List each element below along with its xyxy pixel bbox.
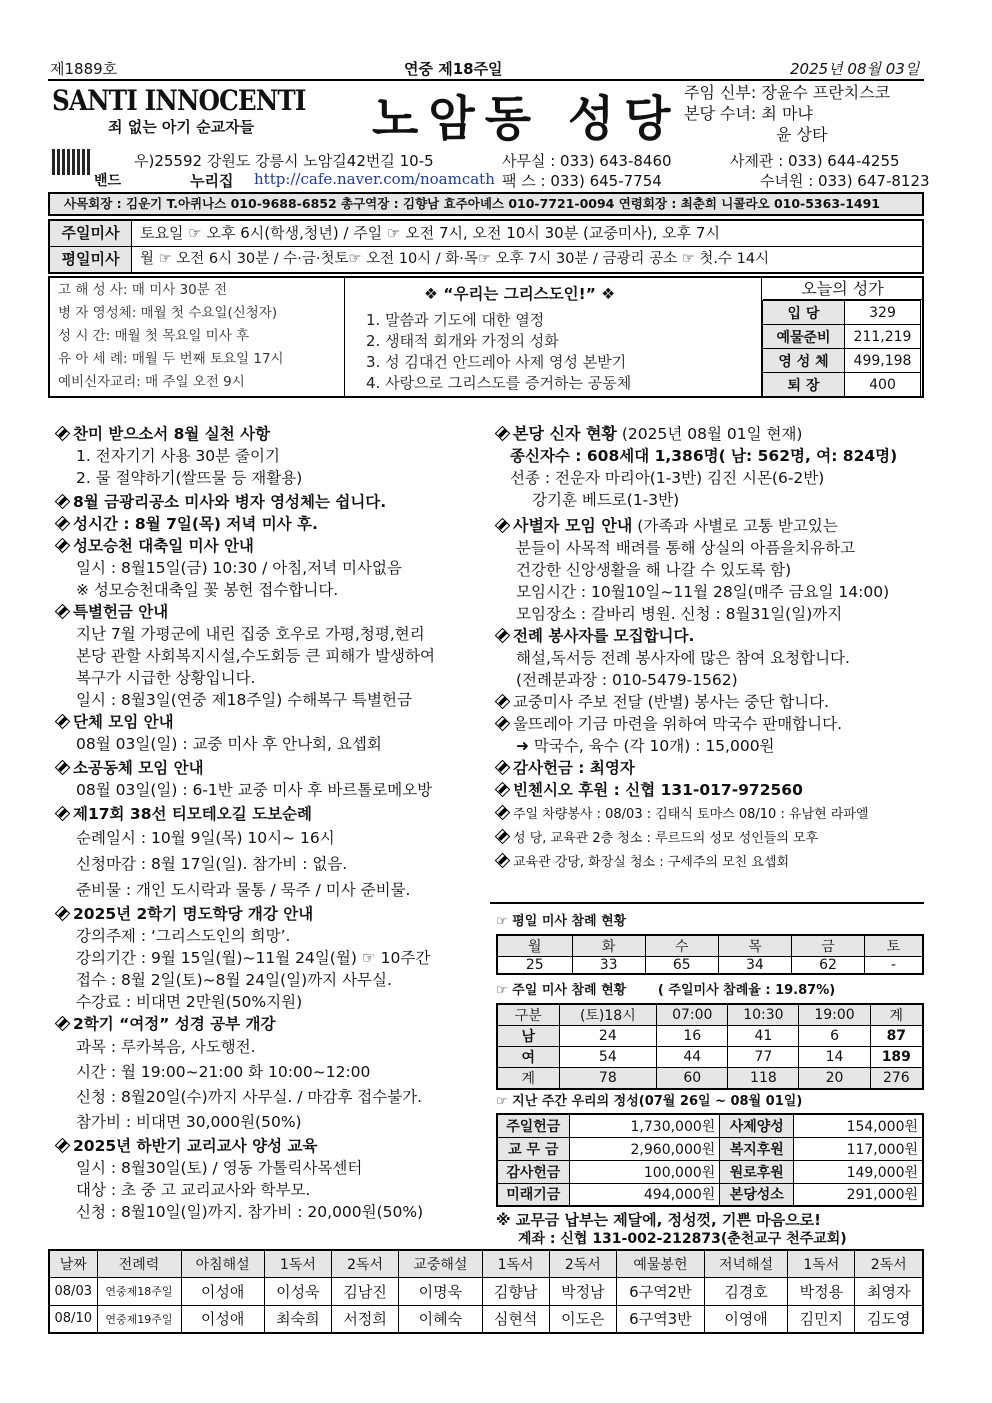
- motto-item: 3. 성 김대건 안드레아 사제 영성 본받기: [366, 353, 627, 371]
- diamond-icon: [496, 783, 507, 794]
- diamond-icon: [496, 806, 507, 817]
- notice-heading: 단체 모임 안내: [56, 711, 496, 733]
- diamond-icon: [496, 629, 507, 640]
- right-column: 본당 신자 현황 (2025년 08월 01일 현재) 종신자수 : 608세대 1,386명( 남: 562명, 여: 824명) 선종 : 전운자 마리아(1-3반) 김진 시몬(6-2반) 강기훈 베드로(1-3반) 사별자 모임 안내 (가족과 사별로 고통 받고있는 분들이 사목적 배려를 통해 상실의 아픔을치유하고 건강한 신앙생활을 해 나갈 수 있도록 함) 모임시간 : 10월10일~11월 28일(매주 금요일 14:00) 모임장소 : 갈바리 병원. 신청 : 8월31일(일)까지 전례 봉사자를 모집합니다. 해설,독서등 전례 봉사자에 많은 참여 요청합니다. (전례분과장 : 010-5479-1562) 교중미사 주보 전달 (반별) 봉사는 중단 합니다. 울뜨레아 기금 마련을 위하여 막국수 판매합니다. ➜ 막국수, 육수 (각 10개) : 15,000원 감사헌금 : 최영자 빈첸시오 후원 : 신협 131-017-972560 주일 차량봉사 : 08/03 : 김태식 토마스 08/10 : 유남현 라파엘 성 당, 교육관 2층 청소 : 루르드의 성모 성인들의 모후 교육관 강당, 화장실 청소 : 구세주의 모친 요셉회: [496, 423, 924, 875]
- notice-heading: 2025년 하반기 교리교사 양성 교육: [56, 1135, 496, 1157]
- info-panel: [48, 276, 924, 398]
- member-count: 종신자수 : 608세대 1,386명( 남: 562명, 여: 824명): [510, 447, 898, 465]
- council-bar: 사목회장 : 김운기 T.아퀴나스 010-9688-6852 총구역장 : 김향남 효주아녜스 010-7721-0094 연령회장 : 최춘희 니콜라오 010-5363-1491: [48, 192, 924, 216]
- notice-heading: 성모승천 대축일 미사 안내: [56, 535, 496, 557]
- qr-code-icon: [52, 149, 92, 175]
- communion-hymn: 499,198: [845, 349, 921, 373]
- notice-heading: 소공동체 모임 안내: [56, 757, 496, 779]
- diamond-icon: [496, 830, 507, 841]
- diamond-icon: [56, 605, 67, 616]
- deceased: 선종 : 전운자 마리아(1-3반) 김진 시몬(6-2반): [510, 469, 825, 487]
- notice-heading: 2학기 “여정” 성경 공부 개강: [56, 1013, 496, 1035]
- notice-heading: 8월 금광리공소 미사와 병자 영성체는 쉽니다.: [56, 491, 496, 513]
- diamond-icon: [496, 717, 507, 728]
- duty-roster: 날짜 전례력 아침해설 1독서 2독서 교중해설 1독서 2독서 예물봉헌 저녁해설 1독서 2독서 08/03 연중제18주일 이성애 이성욱 김남진 이명욱 김향남 박정남 6구역2반 김경호 박정용 최영자 08/10 연중제19주일 이성애 최숙희 서정희 이혜숙 심현석 이도은 6구역3반 이영애 김민지 김도영: [48, 1249, 924, 1334]
- motto-item: 1. 말씀과 기도에 대한 열정: [366, 311, 545, 329]
- motto-item: 4. 사랑으로 그리스도를 증거하는 공동체: [366, 374, 632, 392]
- weekday-mass-times: 월 ☞ 오전 6시 30분 / 수·금·첫토☞ 오전 10시 / 화·목☞ 오후 7시 30분 / 금광리 공소 ☞ 첫.수 14시: [140, 251, 770, 267]
- notice-heading: 찬미 받으소서 8월 실천 사항: [56, 423, 496, 445]
- notice-heading: 성시간 : 8월 7일(목) 저녁 미사 후.: [56, 513, 496, 535]
- band-link[interactable]: 밴드: [94, 173, 122, 189]
- convent-phone: 수녀원 : 033) 647-8123: [760, 172, 930, 190]
- brand-latin: SANTI INNOCENTI: [52, 84, 306, 117]
- notice-heading: 특별헌금 안내: [56, 601, 496, 623]
- clergy-block: 주임 신부: 장윤수 프란치스코 본당 수녀: 최 마냐 윤 상타: [684, 83, 891, 144]
- offering-title: ☞ 지난 주간 우리의 정성(07월 26일 ~ 08월 01일): [496, 1094, 803, 1109]
- office-phone: 사무실 : 033) 643-8460: [502, 152, 672, 170]
- notice-heading: 제17회 38선 티모테오길 도보순례: [56, 803, 496, 825]
- sunday-attendance-table: 구분 (토)18시 07:00 10:30 19:00 계 남 24 16 41 6 87 여 54 44 77 14 189 계 78 60 118 20 276: [496, 1003, 924, 1090]
- mass-times: [48, 219, 924, 274]
- table-row: 08/03 연중제18주일 이성애 이성욱 김남진 이명욱 김향남 박정남 6구역2반 김경호 박정용 최영자: [49, 1277, 923, 1305]
- sacrament-list: [50, 278, 345, 396]
- weekday-mass-label: 평일미사: [50, 247, 132, 272]
- notice-heading: 2025년 2학기 명도학당 개강 안내: [56, 903, 496, 925]
- motto-title: ❖ “우리는 그리스도인!” ❖: [424, 285, 616, 303]
- diamond-icon: [56, 761, 67, 772]
- hymn-title: 오늘의 성가: [763, 278, 922, 300]
- diamond-icon: [56, 807, 67, 818]
- church-name: 노암동 성당: [372, 91, 681, 147]
- offering-table: 주일헌금 1,730,000원 사제양성 154,000원 교 무 금 2,960,000원 복지후원 117,000원 감사헌금 100,000원 원로후원 149,000원 미래기금 494,000원 본당성소 291,000원: [496, 1113, 924, 1207]
- sacrament-row: 고 해 성 사: 매 미사 30분 전: [58, 282, 228, 298]
- sunday-mass-times: 토요일 ☞ 오후 6시(학생,청년) / 주일 ☞ 오전 7시, 오전 10시 30분 (교중미사), 오후 7시: [140, 224, 720, 242]
- hymn-box: 오늘의 성가 입 당 329 예물준비 211,219 영 성 체 499,198 퇴 장 400: [763, 278, 922, 396]
- offertory-hymn: 211,219: [845, 325, 921, 349]
- due-notice: ※ 교무금 납부는 제달에, 정성껏, 기쁜 마음으로!: [496, 1211, 821, 1229]
- weekday-attendance-table: 월 화 수 목 금 토 25 33 65 34 62 -: [496, 934, 924, 975]
- issue-date: 2025년 08월 03일: [790, 60, 920, 78]
- rectory-phone: 사제관 : 033) 644-4255: [730, 152, 900, 170]
- entrance-hymn: 329: [845, 301, 921, 325]
- web-label: 누리집: [190, 172, 234, 190]
- diamond-icon: [496, 854, 507, 865]
- sunday-attendance-title: ☞ 주일 미사 참례 현황 ( 주일미사 참례율 : 19.87%): [496, 983, 836, 998]
- sister-2: 윤 상타: [776, 125, 828, 144]
- brand-subtitle: 죄 없는 아기 순교자들: [108, 118, 255, 136]
- diamond-icon: [56, 907, 67, 918]
- diamond-icon: [496, 695, 507, 706]
- left-column: 찬미 받으소서 8월 실천 사항 1. 전자기기 사용 30분 줄이기 2. 물 절약하기(쌀뜨물 등 재활용) 8월 금광리공소 미사와 병자 영성체는 쉽니다. 성시간 : 8월 7일(목) 저녁 미사 후. 성모승천 대축일 미사 안내 일시 : 8월15일(금) 10:30 / 아침,저녁 미사없음 ※ 성모승천대축일 꽃 봉헌 접수합니다. 특별헌금 안내 지난 7월 가평군에 내린 집중 호우로 가평,청평,현리 본당 관할 사회복지시설,수도회등 큰 피해가 발생하여 복구가 시급한 상황입니다. 일시 : 8월3일(연중 제18주일) 수해복구 특별헌금 단체 모임 안내 08월 03일(일) : 교중 미사 후 안나회, 요셉회 소공동체 모임 안내 08월 03일(일) : 6-1반 교중 미사 후 바르톨로메오방 제17회 38선 티모테오길 도보순례 순례일시 : 10월 9일(목) 10시~ 16시 신청마감 : 8월 17일(일). 참가비 : 없음. 준비물 : 개인 도시락과 물통 / 묵주 / 미사 준비물. 2025년 2학기 명도학당 개강 안내 강의주제 : ‘그리스도인의 희망’. 강의기간 : 9월 15일(월)~11월 24일(월) ☞ 10주간 접수 : 8월 2일(토)~8월 24일(일)까지 사무실. 수강료 : 비대면 2만원(50%지원) 2학기 “여정” 성경 공부 개강 과목 : 루카복음, 사도행전. 시간 : 월 19:00~21:00 화 10:00~12:00 신청 : 8월20일(수)까지 사무실. / 마감후 접수불가. 참가비 : 비대면 30,000원(50%) 2025년 하반기 교리교사 양성 교육 일시 : 8월30일(토) / 영동 가톨릭사목센터 대상 : 초 중 고 교리교사와 학부모. 신청 : 8월10일(일)까지. 참가비 : 20,000원(50%): [56, 423, 496, 1223]
- diamond-icon: [56, 1139, 67, 1150]
- sunday-mass-label: 주일미사: [50, 221, 132, 246]
- address: 우)25592 강원도 강릉시 노암길42번길 10-5: [134, 152, 434, 170]
- cafe-link[interactable]: http://cafe.naver.com/noamcath: [254, 170, 495, 188]
- due-account: 계좌 : 신협 131-002-212873(춘천교구 천주교회): [518, 1231, 847, 1247]
- sacrament-row: 병 자 영성체: 매월 첫 수요일(신청자): [58, 305, 278, 321]
- table-row: 08/10 연중제19주일 이성애 최숙희 서정희 이혜숙 심현석 이도은 6구역3반 이영애 김민지 김도영: [49, 1305, 923, 1333]
- recessional-hymn: 400: [845, 373, 921, 397]
- liturgical-week: 연중 제18주일: [404, 60, 503, 78]
- weekday-attendance-title: ☞ 평일 미사 참례 현황: [496, 914, 627, 929]
- sacrament-row: 유 아 세 례: 매월 두 번째 토요일 17시: [58, 351, 284, 367]
- motto-item: 2. 생태적 회개와 가정의 성화: [366, 332, 559, 350]
- sister-1: 최 마냐: [761, 104, 813, 123]
- diamond-icon: [56, 539, 67, 550]
- pastor-name: 장윤수 프란치스코: [761, 83, 891, 102]
- sacrament-row: 예비신자교리: 매 주일 오전 9시: [58, 374, 245, 390]
- motto-box: [346, 278, 762, 396]
- diamond-icon: [496, 519, 507, 530]
- diamond-icon: [56, 495, 67, 506]
- sacrament-row: 성 시 간: 매월 첫 목요일 미사 후: [58, 328, 250, 344]
- diamond-icon: [56, 715, 67, 726]
- diamond-icon: [496, 427, 507, 438]
- diamond-icon: [56, 427, 67, 438]
- diamond-icon: [56, 517, 67, 528]
- diamond-icon: [56, 1017, 67, 1028]
- fax: 팩 스 : 033) 645-7754: [502, 172, 662, 190]
- issue-number: 제1889호: [50, 60, 118, 78]
- diamond-icon: [496, 761, 507, 772]
